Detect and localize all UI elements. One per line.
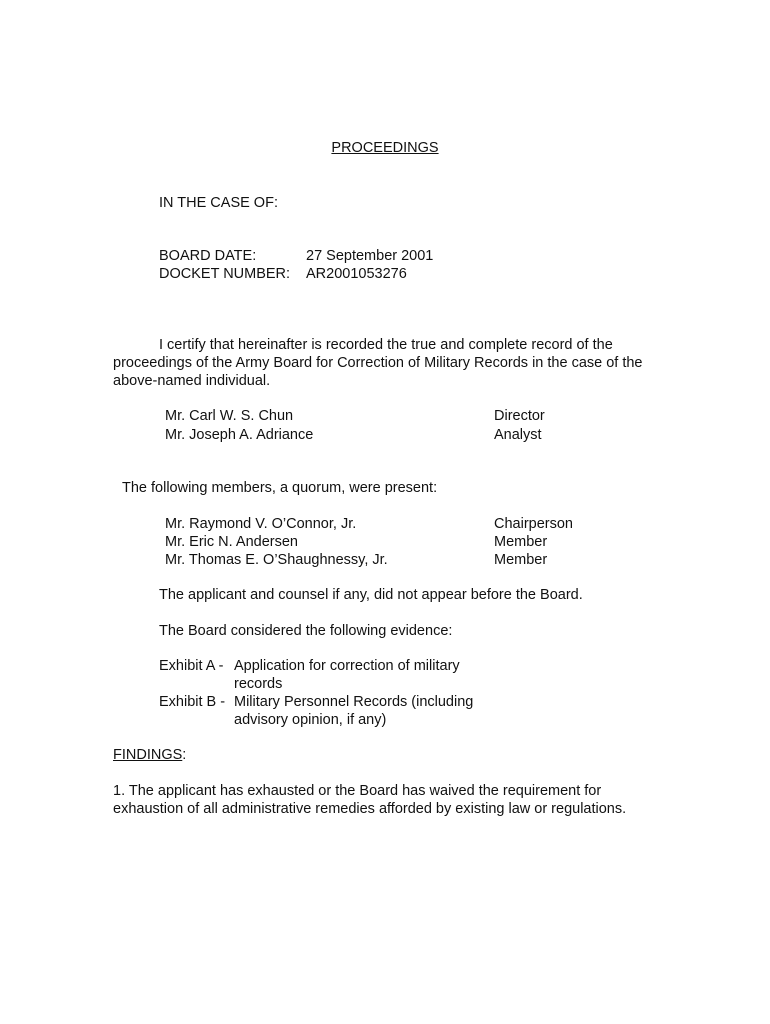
- board-date-row: [159, 247, 433, 265]
- exhibit-description-cont: records: [234, 676, 283, 692]
- exhibit-description: Application for correction of military: [234, 658, 460, 674]
- docket-number-value: AR2001053276: [306, 266, 407, 282]
- finding-paragraph: 1. The applicant has exhausted or the Board has waived the requirement for exhaustion of all administrative remedies afforded by existing law or regulations.: [113, 783, 627, 817]
- appearance-statement: The applicant and counsel if any, did not appear before the Board.: [159, 587, 583, 603]
- exhibit-item: [159, 657, 460, 675]
- staff-role: Analyst: [494, 427, 542, 443]
- findings-colon: :: [182, 747, 187, 763]
- member-name: Mr. Thomas E. O’Shaughnessy, Jr.: [165, 552, 388, 568]
- quorum-statement: The following members, a quorum, were present:: [122, 480, 438, 496]
- exhibit-item: [159, 693, 473, 711]
- case-of-label: IN THE CASE OF:: [159, 195, 278, 211]
- exhibit-description: Military Personnel Records (including: [234, 694, 474, 710]
- member-role: Chairperson: [494, 516, 573, 532]
- staff-name: Mr. Carl W. S. Chun: [165, 408, 294, 424]
- docket-number-label: DOCKET NUMBER:: [159, 266, 291, 282]
- exhibit-label: Exhibit A -: [159, 658, 224, 674]
- exhibit-description-cont: advisory opinion, if any): [234, 712, 387, 728]
- findings-heading: [113, 746, 186, 764]
- member-role: Member: [494, 534, 548, 550]
- member-name: Mr. Eric N. Andersen: [165, 534, 298, 550]
- docket-number-row: [159, 265, 407, 283]
- board-date-label: BOARD DATE:: [159, 248, 257, 264]
- certification-paragraph: I certify that hereinafter is recorded the true and complete record of the proceedings of the Army Board for Correction of Military Records in the case of the above-named individual.: [113, 337, 643, 389]
- staff-name: Mr. Joseph A. Adriance: [165, 427, 314, 443]
- page-title: PROCEEDINGS: [331, 140, 439, 156]
- staff-role: Director: [494, 408, 545, 424]
- member-role: Member: [494, 552, 548, 568]
- findings-heading-text: FINDINGS: [113, 747, 183, 763]
- evidence-intro: The Board considered the following evidence:: [159, 623, 453, 639]
- board-date-value: 27 September 2001: [306, 248, 434, 264]
- exhibit-label: Exhibit B -: [159, 694, 226, 710]
- member-name: Mr. Raymond V. O’Connor, Jr.: [165, 516, 357, 532]
